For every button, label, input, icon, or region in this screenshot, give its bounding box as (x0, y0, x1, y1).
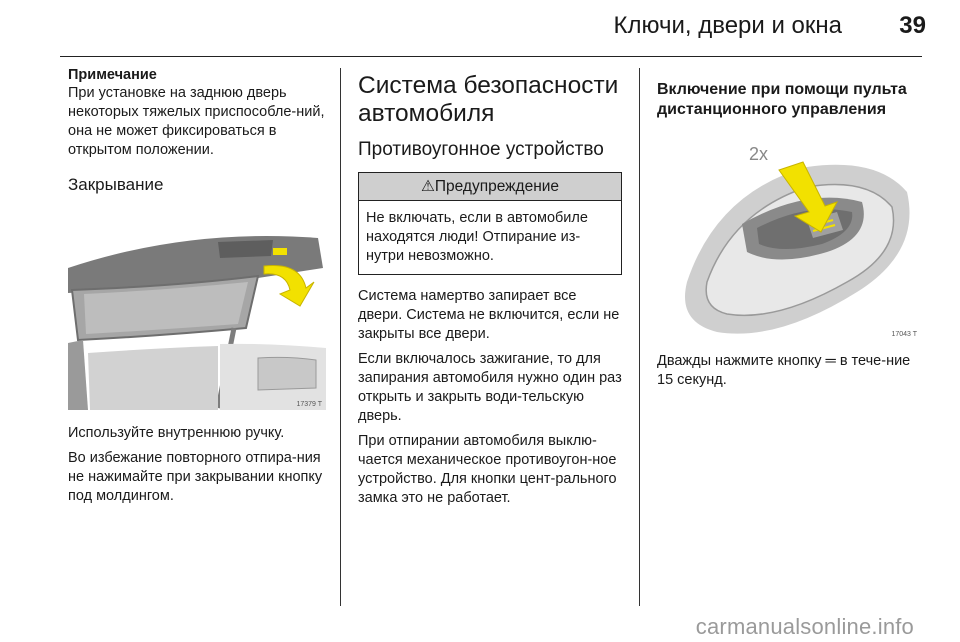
tailgate-image (68, 208, 326, 410)
warning-triangle-icon: ⚠ (420, 178, 435, 195)
note-text: При установке на заднюю дверь некоторых тяжелых приспособле-ний, она не может фиксироваться в открытом положении. (68, 85, 325, 158)
remote-key-image (657, 132, 921, 340)
middle-column (358, 72, 622, 508)
remote-heading: Включение при помощи пульта дистанционного управления (657, 81, 907, 118)
antitheft-para-2: Если включалось зажигание, то для запирания автомобиля нужно один раз открыть и закрыть води-тельскую дверь. (358, 351, 622, 424)
remote-figure-code: 17043 T (891, 331, 917, 338)
antitheft-heading: Противоугонное устройство (358, 139, 604, 160)
right-column (657, 80, 921, 390)
closing-heading: Закрывание (68, 175, 164, 194)
page-number: 39 (899, 12, 926, 39)
column-divider-1 (340, 68, 341, 606)
warning-box (358, 172, 622, 275)
header-rule (60, 56, 922, 57)
header-title: Ключи, двери и окна (613, 12, 842, 39)
column-divider-2 (639, 68, 640, 606)
left-column (68, 66, 326, 506)
warning-label: Предупреждение (434, 178, 560, 195)
lock-button-icon: ═ (825, 353, 836, 369)
closing-para-2: Во избежание повторного отпира-ния не нажимайте при закрывании кнопку под молдингом. (68, 450, 323, 504)
closing-para-1: Используйте внутреннюю ручку. (68, 425, 285, 441)
antitheft-para-1: Система намертво запирает все двери. Система не включится, если не закрыты все двери. (358, 288, 620, 342)
remote-instruction-after: в тече-ние 15 секунд. (657, 353, 911, 388)
remote-instruction-before: Дважды нажмите кнопку (657, 353, 822, 369)
watermark: carmanualsonline.info (695, 614, 914, 639)
tailgate-illustration (68, 208, 326, 410)
warning-header (359, 173, 621, 201)
remote-figure-label: 2x (749, 144, 769, 164)
note-title: Примечание (68, 67, 157, 83)
section-title: Система безопасности автомобиля (358, 72, 619, 127)
remote-instruction (657, 352, 921, 390)
figure-code: 17379 T (296, 401, 322, 408)
warning-text: Не включать, если в автомобиле находятся люди! Отпирание из-нутри невозможно. (366, 210, 588, 264)
antitheft-para-3: При отпирании автомобиля выклю-чается механическое противоугон-ное устройство. Для кнопки цент-рального замка это не работает. (358, 433, 617, 506)
remote-illustration (657, 132, 921, 340)
